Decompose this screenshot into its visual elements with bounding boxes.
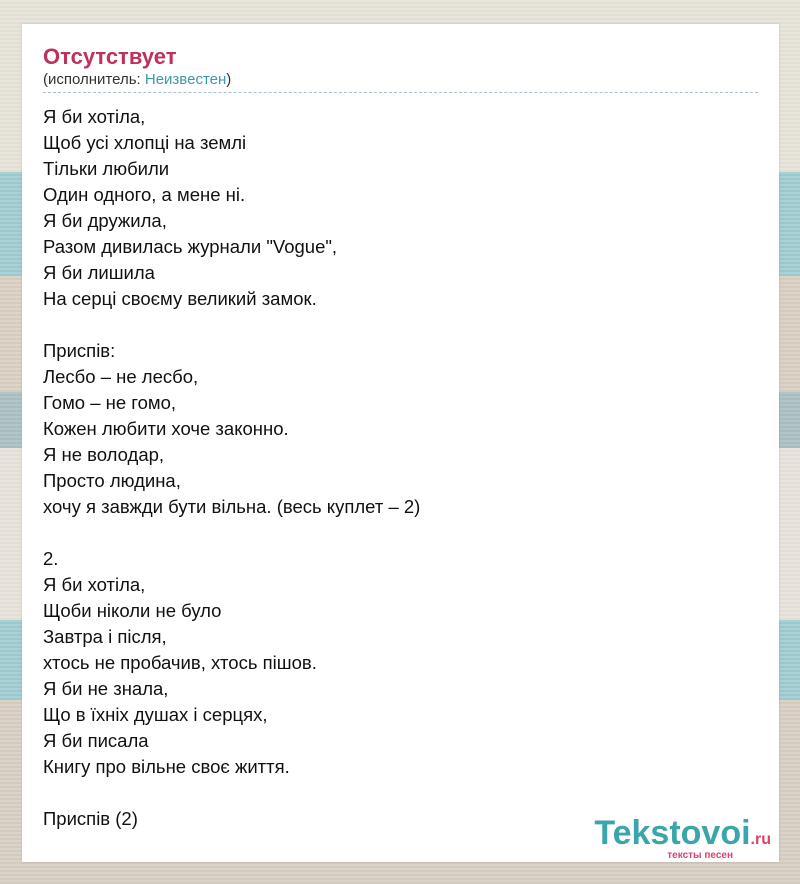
artist-line — [43, 70, 758, 93]
lyric-line: 2. — [43, 548, 59, 569]
lyric-line: Приспів: — [43, 340, 116, 361]
site-logo[interactable] — [594, 814, 771, 861]
lyric-line: Просто людина, — [43, 470, 181, 491]
lyric-line — [43, 780, 758, 806]
lyric-line: Що в їхніх душах і серцях, — [43, 704, 268, 725]
lyric-line — [43, 312, 758, 338]
artist-suffix: ) — [226, 71, 232, 88]
lyric-line: Разом дивилась журнали "Vogue", — [43, 236, 338, 257]
lyric-line: Лесбо – не лесбо, — [43, 366, 199, 387]
lyric-line: Приспів (2) — [43, 808, 138, 829]
lyric-line: Щоб усі хлопці на землі — [43, 132, 247, 153]
lyric-line: Я би писала — [43, 730, 149, 751]
lyrics-text — [43, 104, 758, 832]
lyric-line: Гомо – не гомо, — [43, 392, 177, 413]
logo-tagline: тексты песен — [667, 850, 733, 861]
lyric-line — [43, 520, 758, 546]
lyric-line: Я би не знала, — [43, 678, 169, 699]
lyric-line: Тільки любили — [43, 158, 170, 179]
logo-wordmark: Tekstovoi — [594, 814, 751, 852]
artist-link[interactable]: Неизвестен — [144, 71, 227, 88]
song-title: Отсутствует — [43, 44, 177, 69]
lyric-line: хтось не пробачив, хтось пішов. — [43, 652, 317, 673]
lyric-line: Щоби ніколи не було — [43, 600, 222, 621]
lyric-line: Один одного, а мене ні. — [43, 184, 246, 205]
lyric-line: хочу я завжди бути вільна. (весь куплет – 2) — [43, 496, 421, 517]
song-header — [43, 44, 758, 93]
lyric-line: Книгу про вільне своє життя. — [43, 756, 290, 777]
lyric-line: Я не володар, — [43, 444, 165, 465]
lyric-line: Я би дружила, — [43, 210, 167, 231]
lyric-line: Завтра і після, — [43, 626, 167, 647]
lyric-line: На серці своєму великий замок. — [43, 288, 317, 309]
lyric-line: Я би хотіла, — [43, 574, 146, 595]
lyric-line: Я би хотіла, — [43, 106, 146, 127]
lyric-line: Кожен любити хоче законно. — [43, 418, 289, 439]
lyrics-card — [22, 24, 779, 862]
logo-domain: .ru — [750, 831, 771, 848]
lyric-line: Я би лишила — [43, 262, 155, 283]
artist-prefix: (исполнитель: — [43, 71, 145, 88]
